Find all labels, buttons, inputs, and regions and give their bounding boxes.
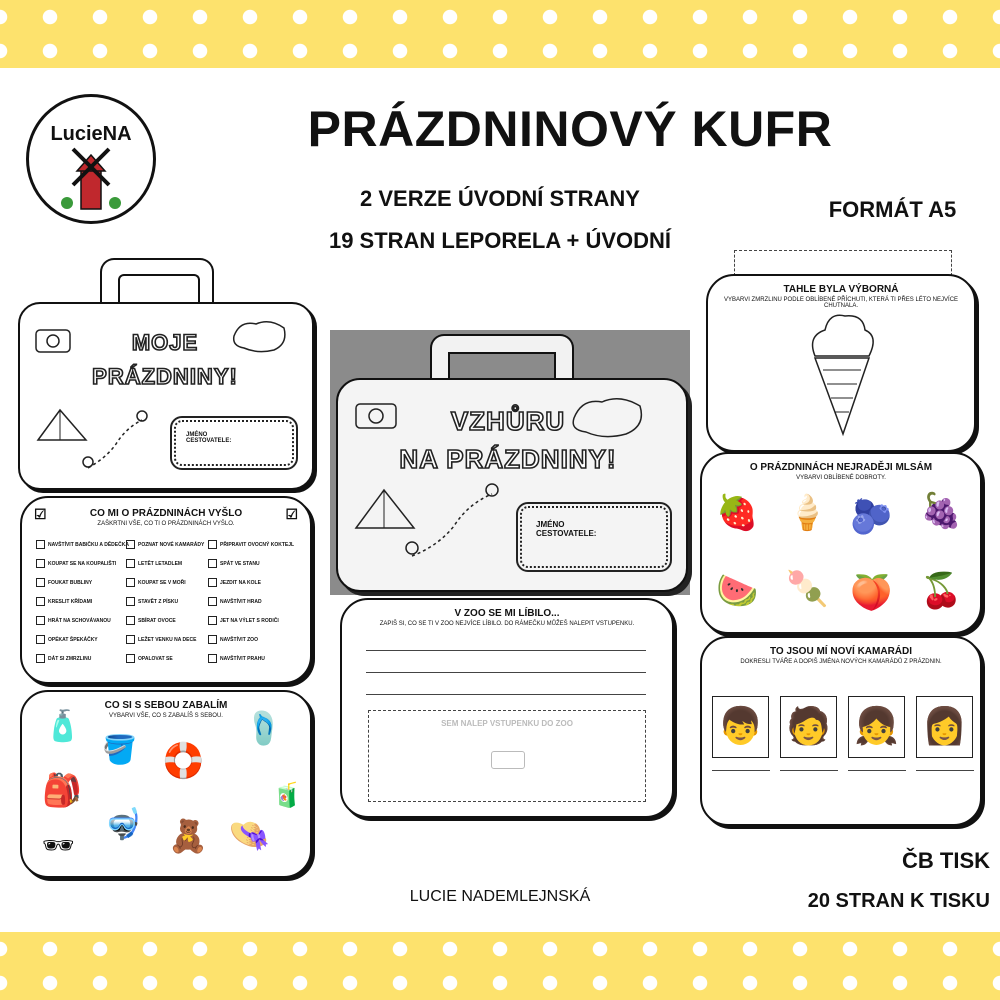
icecream-icon [801, 308, 881, 438]
logo-text: LucieNA [50, 123, 132, 145]
packing-title: CO SI S SEBOU ZABALÍM [104, 700, 228, 711]
location-pin-icon [398, 480, 508, 570]
checklist-title: CO MI O PRÁZDNINÁCH VYŠLO [89, 508, 243, 519]
name-line [848, 770, 906, 771]
name-frame [170, 416, 298, 470]
author-name: LUCIE NADEMLEJNSKÁ [409, 888, 591, 905]
raspberry-icon: 🍇 [920, 492, 963, 530]
name-line [780, 770, 838, 771]
icecream-icon: 🍦 [786, 494, 829, 532]
photo-suitcase-body [336, 378, 688, 592]
sweets-card [700, 452, 982, 634]
swim-ring-icon: 🛟 [162, 742, 205, 780]
checklist-item[interactable]: SPÁT VE STANU [208, 559, 260, 568]
checklist-item[interactable]: OPÉKAT ŠPEKÁČKY [36, 635, 98, 644]
bottle-icon: 🧃 [272, 782, 302, 809]
ticket-frame [368, 710, 646, 802]
ticket-label: SEM NALEP VSTUPENKU DO ZOO [441, 719, 573, 728]
checklist-item[interactable]: OPALOVAT SE [126, 654, 173, 663]
checklist-item[interactable]: NAVŠTÍVIT HRAD [208, 597, 262, 606]
photo-title-2: NA PRÁZDNINY! [399, 444, 617, 474]
checklist-item[interactable]: NAVŠTÍVIT BABIČKU A DĚDEČKA [36, 540, 129, 549]
subtitle-pages: 19 STRAN LEPORELA + ÚVODNÍ [328, 228, 672, 253]
glue-flap [734, 250, 952, 276]
sand-bucket-icon: 🪣 [102, 734, 137, 765]
checklist-item[interactable]: STAVĚT Z PÍSKU [126, 597, 178, 606]
writing-line [366, 694, 646, 695]
windmill-icon [29, 97, 153, 221]
cherry-icon: 🍒 [920, 572, 963, 610]
writing-line [366, 650, 646, 651]
checklist-item[interactable]: DÁT SI ZMRZLINU [36, 654, 91, 663]
checklist-item[interactable]: NAVŠTÍVIT ZOO [208, 635, 258, 644]
checklist-card [20, 496, 312, 684]
checklist-item[interactable]: POZNAT NOVÉ KAMARÁDY [126, 540, 204, 549]
sunscreen-icon: 🧴 [44, 710, 82, 743]
print-mode-label: ČB TISK [902, 848, 990, 873]
suitcase-photo [330, 330, 690, 595]
photo-name-frame [516, 502, 672, 572]
backpack-icon: 🎒 [42, 772, 82, 808]
photo-title-1: VZHŮRU [450, 406, 566, 436]
suitcase-cover-left [18, 302, 314, 490]
top-polka-band [0, 0, 1000, 68]
name-label: JMÉNO CESTOVATELE: [186, 432, 232, 444]
friend-face-frame: 👩 [916, 696, 973, 758]
strawberry-icon: 🍓 [716, 494, 759, 532]
packing-card [20, 690, 312, 878]
logo [26, 94, 156, 224]
checklist-item[interactable]: LEŽET VENKU NA DECE [126, 635, 196, 644]
name-line [916, 770, 974, 771]
watermelon-icon: 🍉 [716, 572, 759, 610]
check-mark-icon: ☑ [285, 506, 298, 522]
diving-mask-icon: 🤿 [104, 808, 142, 841]
check-mark-icon: ☑ [34, 506, 47, 522]
checklist-item[interactable]: SBÍRAT OVOCE [126, 616, 176, 625]
checklist-item[interactable]: HRÁT NA SCHOVÁVANOU [36, 616, 111, 625]
bottom-polka-band [0, 932, 1000, 1000]
checklist-item[interactable]: FOUKAT BUBLINY [36, 578, 92, 587]
writing-line [366, 672, 646, 673]
zoo-title: V ZOO SE MI LÍBILO... [454, 608, 560, 619]
sweets-instruction: VYBARVI OBLÍBENÉ DOBROTY. [796, 475, 886, 481]
sweets-title: O PRÁZDNINÁCH NEJRADĚJI MLSÁM [749, 462, 933, 473]
checklist-item[interactable]: KRESLIT KŘÍDAMI [36, 597, 92, 606]
friends-card [700, 636, 982, 826]
zoo-card [340, 598, 674, 818]
friends-instruction: DOKRESLI TVÁŘE A DOPIŠ JMÉNA NOVÝCH KAMARÁDŮ Z PRÁZDNIN. [740, 659, 942, 665]
packing-instruction: VYBARVI VŠE, CO S ZABALÍŠ S SEBOU. [109, 713, 223, 719]
popsicle-icon: 🍡 [786, 570, 829, 608]
flipflops-icon: 🩴 [244, 710, 284, 746]
page-title: PRÁZDNINOVÝ KUFR [307, 101, 833, 157]
checklist-item[interactable]: JEZDIT NA KOLE [208, 578, 261, 587]
icecream-card [706, 274, 976, 452]
blueberry-icon: 🫐 [850, 498, 893, 536]
location-pin-icon [76, 408, 156, 478]
suitcase-left-title-1: MOJE [131, 330, 199, 355]
photo-name-label: JMÉNO CESTOVATELE: [536, 520, 597, 538]
ticket-icon [491, 751, 525, 769]
checklist-instruction: ZAŠKRTNI VŠE, CO TI O PRÁZDNINÁCH VYŠLO. [97, 521, 235, 527]
friends-title: TO JSOU MÍ NOVÍ KAMARÁDI [769, 646, 913, 657]
format-label: FORMÁT A5 [828, 197, 957, 222]
friend-face-frame: 🧑 [780, 696, 837, 758]
hat-icon: 👒 [228, 816, 271, 854]
friend-face-frame: 👦 [712, 696, 769, 758]
subtitle-versions: 2 VERZE ÚVODNÍ STRANY [360, 186, 640, 211]
checklist-item[interactable]: JET NA VÝLET S RODIČI [208, 616, 279, 625]
zoo-instruction: ZAPIŠ SI, CO SE TI V ZOO NEJVÍCE LÍBILO. DO RÁMEČKU MŮŽEŠ NALEPIT VSTUPENKU. [379, 621, 635, 627]
checklist-item[interactable]: PŘIPRAVIT OVOCNÝ KOKTEJL [208, 540, 294, 549]
checklist-item[interactable]: NAVŠTÍVIT PRAHU [208, 654, 265, 663]
apricot-icon: 🍑 [850, 574, 893, 612]
checklist-item[interactable]: KOUPAT SE V MOŘI [126, 578, 186, 587]
checklist-item[interactable]: KOUPAT SE NA KOUPALIŠTI [36, 559, 116, 568]
camera-icon [34, 324, 74, 354]
sunglasses-icon: 🕶 [42, 830, 76, 860]
icecream-instruction: VYBARVI ZMRZLINU PODLE OBLÍBENÉ PŘÍCHUTI, KTERÁ TI PŘES LÉTO NEJVÍCE CHUTNALA. [723, 297, 959, 309]
teddy-bear-icon: 🧸 [168, 818, 208, 854]
camera-icon [354, 396, 400, 430]
icecream-title: TAHLE BYLA VÝBORNÁ [783, 284, 899, 295]
suitcase-left-title-2: PRÁZDNINY! [92, 364, 238, 389]
friend-face-frame: 👧 [848, 696, 905, 758]
name-line [712, 770, 770, 771]
print-pages-label: 20 STRAN K TISKU [807, 890, 990, 912]
checklist-item[interactable]: LETĚT LETADLEM [126, 559, 182, 568]
